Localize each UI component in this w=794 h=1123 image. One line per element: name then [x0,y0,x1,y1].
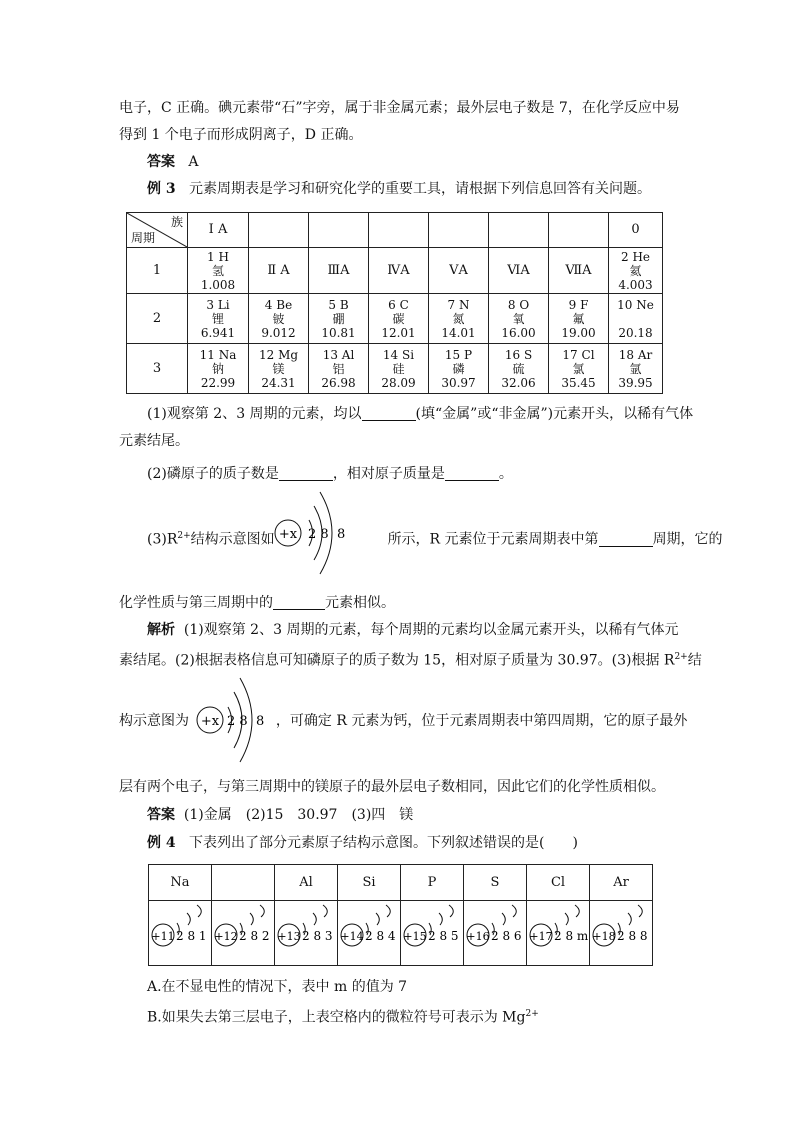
element-cell [309,344,369,394]
atomic-number: 5 [328,297,336,312]
element-symbol: Na [218,347,237,362]
element-name: 氯 [572,361,585,376]
q3-text-c: 所示，R 元素位于元素周期表中第 [387,531,599,548]
electron-shell-arc [187,913,190,925]
q2-text-a: (2)磷原子的质子数是 [147,466,279,482]
element-symbol: B [339,297,349,312]
element-name: 氢 [211,263,224,278]
answer-blank[interactable] [599,532,653,547]
period-row [127,248,663,294]
atomic-number: 18 [618,347,635,362]
electron-shell-arc [250,913,253,925]
example-label: 例 4 [147,835,176,851]
corner-period-label: 周期 [131,231,156,245]
example-label: 例 3 [147,181,176,197]
element-cell [489,294,549,344]
atom-diagram-cell [590,901,653,966]
element-number-symbol [309,298,368,312]
q2-text-c: 。 [498,466,513,482]
electron-counts: 2 8 m [554,929,589,943]
intro-line-1: 电子，C 正确。碘元素带“石”字旁，属于非金属元素；最外层电子数是 7，在化学反应中易 [119,100,680,116]
group-header [429,213,489,248]
atom-structure-diagram [527,901,589,961]
electron-counts: 2 8 6 [491,929,522,943]
nuclear-charge: +14 [340,930,364,943]
option-a: A.在不显电性的情况下，表中 m 的值为 7 [147,979,408,995]
answer-blank[interactable] [445,466,499,481]
electron-shell-arc [575,905,579,917]
electron-counts: 2 8 1 [176,929,207,943]
electron-shell-arc [439,913,442,925]
atomic-mass: 10.81 [321,325,356,340]
example-text: 元素周期表是学习和研究化学的重要工具，请根据下列信息回答有关问题。 [188,181,651,197]
atomic-mass: 6.941 [200,325,236,340]
electron-counts: 2 8 2 [239,929,270,943]
group-label-cell: ⅣA [369,248,429,294]
element-symbol: Be [276,297,293,312]
atom-structure-diagram [212,901,274,961]
r-ion-structure-diagram-2 [194,670,274,770]
atomic-number: 7 [447,297,456,312]
element-header: Si [338,865,401,901]
group-header [489,213,549,248]
group-header [369,213,429,248]
element-number-symbol [609,250,662,264]
element-number-symbol [429,298,488,312]
element-cell [609,344,663,394]
electron-counts: 2 8 8 [617,929,648,943]
element-name: 氧 [512,311,525,326]
element-cell [429,294,489,344]
group-label-cell: ⅥA [489,248,549,294]
element-number-symbol [429,348,488,362]
example-4 [147,834,578,852]
nuclear-charge: +15 [403,930,427,943]
q1-text-b: (填“金属”或“非金属”)元素开头，以稀有气体 [415,406,694,422]
element-number-symbol [549,298,608,312]
atomic-number: 10 [617,297,633,312]
element-cell [249,344,309,394]
q3-text-d: 周期，它的 [652,531,723,548]
analysis-text-2b: 结 [687,652,702,669]
atomic-mass: 30.97 [441,375,476,390]
atomic-mass: 19.00 [561,325,596,340]
element-number-symbol [609,298,662,312]
element-symbol: Si [402,347,415,362]
answer-label: 答案 [147,154,175,170]
element-cell [549,344,609,394]
element-number-symbol [609,348,662,362]
element-number-symbol [309,348,368,362]
answer-1 [147,153,198,171]
table-corner-cell [127,213,188,248]
nuclear-charge: +16 [466,930,490,943]
periodic-table [126,212,663,394]
element-symbol: O [519,297,530,312]
atomic-mass: 39.95 [618,375,653,390]
element-name: 碳 [392,311,405,326]
atom-structure-diagram [464,901,526,961]
group-header: Ⅰ A [188,213,249,248]
answer-blank[interactable] [362,406,416,421]
element-cell [249,294,309,344]
nucleus-label: +x [200,714,220,729]
element-name: 磷 [452,361,465,376]
element-symbol: Ne [636,297,654,312]
element-name: 氩 [629,361,642,376]
element-number-symbol [249,298,308,312]
atomic-number: 9 [568,297,577,312]
atomic-number: 2 [620,249,629,264]
element-cell [188,294,249,344]
element-name: 氮 [452,311,465,326]
atomic-mass: 35.45 [561,375,596,390]
element-symbol: Cl [581,347,595,362]
element-symbol: Li [217,297,230,312]
element-name: 锂 [211,311,224,326]
element-number-symbol [188,348,248,362]
group-header [549,213,609,248]
q3-text-b: 结构示意图如 [190,531,275,548]
element-number-symbol [369,348,428,362]
element-number-symbol [188,298,248,312]
nuclear-charge: +17 [529,930,553,943]
element-cell [188,248,249,294]
table-header-row [127,213,663,248]
electron-shell-arc [565,913,568,925]
electron-shell-arc [313,913,316,925]
period-number: 3 [127,344,188,394]
analysis-text-2a: 素结尾。(2)根据表格信息可知磷原子的质子数为 15，相对原子质量为 30.97。(3)根据 R [119,652,675,669]
answer-value: (1)金属 (2)15 30.97 (3)四 镁 [183,807,414,823]
electron-shell-arc [502,913,505,925]
periodic-table-body [127,248,663,394]
element-cell [309,294,369,344]
q2-text-b: ，相对原子质量是 [332,466,445,482]
analysis-line-2 [119,648,702,670]
element-cell [369,344,429,394]
atomic-number: 15 [444,347,461,362]
atomic-mass: 20.18 [618,325,653,340]
atom-structure-diagram [149,901,211,961]
question-1-cont: 元素结尾。 [119,433,189,449]
atom-structure-diagram [275,901,337,961]
element-name: 氟 [572,311,585,326]
electron-shell-arc [323,905,327,917]
intro-line-2: 得到 1 个电子而形成阴离子，D 正确。 [119,127,363,143]
element-header [212,865,275,901]
electron-shell-arc [386,905,390,917]
group-label-cell: ⅤA [429,248,489,294]
period-number: 2 [127,294,188,344]
element-name: 硫 [512,361,525,376]
atomic-mass: 24.31 [261,375,296,390]
nuclear-charge: +13 [277,930,301,943]
atomic-mass: 9.012 [261,325,296,340]
nucleus-label: +x [278,527,298,542]
atom-diagram-cell [401,901,464,966]
element-header: Ar [590,865,653,901]
atomic-number: 11 [199,347,215,362]
element-number-symbol [249,348,308,362]
atomic-number: 3 [206,297,214,312]
electron-counts: 2 8 4 [365,929,396,943]
atomic-mass: 1.008 [200,277,236,292]
analysis-line-4: 层有两个电子，与第三周期中的镁原子的最外层电子数相同，因此它们的化学性质相似。 [119,779,665,795]
atomic-mass: 32.06 [501,375,536,390]
electron-shell-arc [512,905,516,917]
element-header-row [149,865,653,901]
atom-diagram-cell [149,901,212,966]
electron-counts: 2 8 3 [302,929,333,943]
element-number-symbol [489,348,548,362]
period-row [127,344,663,394]
nuclear-charge: +11 [151,930,175,943]
option-b-charge: 2+ [525,1009,539,1019]
q1-text-a: (1)观察第 2、3 周期的元素，均以 [147,406,362,422]
q3-text-e: 化学性质与第三周期中的 [119,595,273,611]
atomic-mass: 26.98 [321,375,356,390]
atomic-mass: 16.00 [501,325,536,340]
option-b-text: B.如果失去第三层电子，上表空格内的微粒符号可表示为 Mg [147,1009,526,1026]
answer-blank[interactable] [279,466,333,481]
atomic-number: 12 [258,347,275,362]
element-cell [549,294,609,344]
atom-structure-diagram [590,901,652,961]
example-3 [147,180,651,198]
electron-shell-arc [628,913,631,925]
element-cell [609,294,663,344]
answer-blank[interactable] [273,595,325,610]
element-symbol: He [632,249,651,264]
nuclear-charge: +12 [214,930,238,943]
element-symbol: Mg [278,347,299,362]
element-name: 镁 [272,361,285,376]
element-number-symbol [549,348,608,362]
electron-counts: 2 8 8 [227,714,265,729]
nuclear-charge: +18 [592,930,616,943]
element-symbol: H [218,249,229,264]
atomic-mass: 28.09 [381,375,416,390]
element-name: 铝 [332,361,345,376]
atomic-mass: 12.01 [381,325,416,340]
atomic-mass: 14.01 [441,325,476,340]
period-number: 1 [127,248,188,294]
structure-diagram-row [149,901,653,966]
element-header: S [464,865,527,901]
question-3 [147,527,723,549]
element-header: P [401,865,464,901]
analysis-label: 解析 [147,622,175,638]
question-3-cont [119,594,395,612]
group-label-cell: ⅢA [309,248,369,294]
electron-shell-arc [197,905,201,917]
atomic-mass: 4.003 [618,277,653,292]
atomic-mass: 22.99 [200,375,236,390]
analysis-text-1: (1)观察第 2、3 周期的元素，每个周期的元素均以金属元素开头，以稀有气体元 [183,622,679,638]
answer-label: 答案 [147,807,175,823]
atomic-number: 4 [264,297,273,312]
element-name: 硼 [332,311,345,326]
element-number-symbol [369,298,428,312]
group-header [249,213,309,248]
electron-shell-arc [376,913,379,925]
analysis-text-3b: ，可确定 R 元素为钙，位于元素周期表中第四周期，它的原子最外 [275,713,688,729]
element-name: 氦 [629,263,642,278]
atomic-number: 13 [322,347,338,362]
element-symbol: P [464,347,473,362]
element-header: Al [275,865,338,901]
electron-shell-arc [638,905,642,917]
atom-structure-table [148,864,653,966]
atomic-number: 8 [507,297,516,312]
answer-value: A [188,154,199,170]
element-name: 铍 [272,311,285,326]
q3-text-f: 元素相似。 [325,595,395,611]
atomic-number: 6 [388,297,396,312]
element-symbol: S [523,347,533,362]
electron-counts: 2 8 8 [308,527,346,542]
period-row [127,294,663,344]
element-cell [188,344,249,394]
atom-diagram-cell [212,901,275,966]
analysis-line-1 [147,621,678,639]
group-label-cell: ⅦA [549,248,609,294]
atomic-number: 16 [504,347,521,362]
atom-structure-diagram [338,901,400,961]
atomic-number: 1 [207,249,215,264]
group-header: 0 [609,213,663,248]
element-number-symbol [489,298,548,312]
electron-shell-arc [260,905,264,917]
group-label-cell: Ⅱ A [249,248,309,294]
atomic-number: 17 [562,347,578,362]
question-2 [147,465,513,483]
q3-text-a: (3)R [147,531,178,548]
example-text: 下表列出了部分元素原子结构示意图。下列叙述错误的是( ) [188,835,578,851]
atom-diagram-cell [275,901,338,966]
element-name: 硅 [392,361,405,376]
atom-structure-diagram [401,901,463,961]
q3-charge: 2+ [177,531,191,541]
group-header [309,213,369,248]
analysis-charge: 2+ [674,652,688,662]
element-number-symbol [188,250,248,264]
atom-diagram-cell [527,901,590,966]
question-1 [147,405,693,423]
element-symbol: F [580,297,589,312]
electron-counts: 2 8 5 [428,929,459,943]
element-header: Cl [527,865,590,901]
analysis-text-3a: 构示意图为 [119,713,189,729]
element-name [609,312,662,326]
element-header: Na [149,865,212,901]
option-b [147,1005,539,1027]
element-cell [369,294,429,344]
element-cell [489,344,549,394]
atom-diagram-cell [464,901,527,966]
atomic-number: 14 [382,347,399,362]
element-symbol: C [399,297,409,312]
element-symbol: Ar [637,347,653,362]
answer-2 [147,806,413,824]
r-ion-structure-diagram [272,482,382,582]
element-symbol: N [458,297,470,312]
element-cell [609,248,663,294]
element-name: 钠 [211,361,224,376]
corner-group-label: 族 [170,215,183,229]
atom-diagram-cell [338,901,401,966]
element-cell [429,344,489,394]
element-symbol: Al [341,347,355,362]
electron-shell-arc [449,905,453,917]
